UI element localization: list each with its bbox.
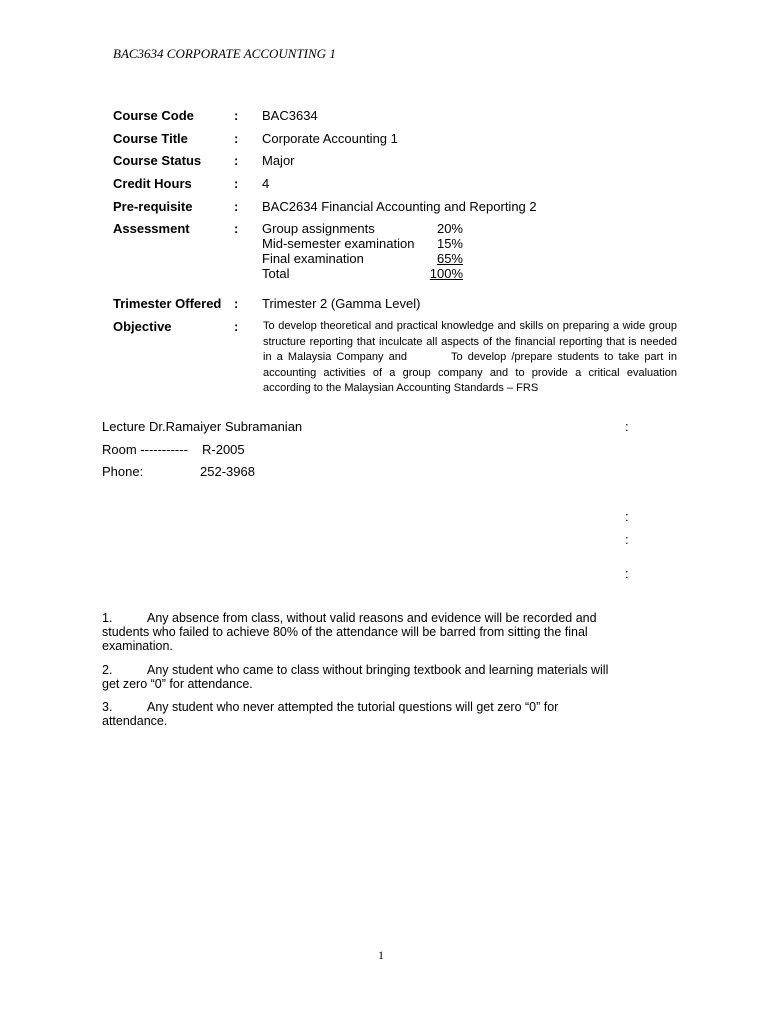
rule-number: 1.: [102, 611, 113, 625]
document-header: BAC3634 CORPORATE ACCOUNTING 1: [113, 46, 336, 61]
colon-separator: :: [234, 108, 239, 123]
assessment-item-percent: 20%: [436, 221, 463, 236]
lecturer-name: Lecture Dr.Ramaiyer Subramanian: [102, 419, 303, 434]
credit-hours-label: Credit Hours: [113, 176, 192, 191]
colon-marker: :: [625, 566, 629, 581]
rule-text: Any absence from class, without valid reasons and evidence will be recorded and students who failed to achieve 80% of the attendance will be barred from sitting the final examination.: [102, 611, 597, 653]
colon-marker: :: [625, 509, 629, 524]
page-number: 1: [378, 948, 384, 962]
course-title-value: Corporate Accounting 1: [262, 131, 398, 146]
course-status-label: Course Status: [113, 153, 202, 168]
colon-separator: :: [234, 221, 239, 236]
phone-label: Phone:: [102, 464, 144, 479]
rule-number: 3.: [102, 700, 113, 714]
assessment-item-name: Mid-semester examination: [262, 236, 415, 251]
colon-separator: :: [234, 319, 239, 334]
room-label: Room -----------: [102, 442, 188, 457]
assessment-item-name: Group assignments: [262, 221, 375, 236]
assessment-item-percent: 65%: [436, 251, 463, 266]
rule-text: Any student who never attempted the tutorial questions will get zero “0” for attendance.: [102, 700, 559, 728]
objective-label: Objective: [113, 319, 172, 334]
course-title-label: Course Title: [113, 131, 188, 146]
credit-hours-value: 4: [262, 176, 270, 191]
colon-separator: :: [234, 199, 239, 214]
rule-number: 2.: [102, 663, 113, 677]
objective-part-1: To develop theoretical and practical knowledge and skills on preparing a wide group structure reporting that inculcate all aspects of the financial reporting that is needed in a Malaysia Company and: [263, 320, 677, 364]
colon-marker: :: [625, 532, 629, 547]
rule-text: Any student who came to class without bringing textbook and learning materials will get zero “0” for attendance.: [102, 663, 609, 691]
objective-part-2: To develop /prepare students to take part in accounting activities of a group company and to provide a critical evaluation according to the Malaysian Accounting Standards – FRS: [263, 351, 677, 395]
room-value: R-2005: [202, 442, 245, 457]
trimester-label: Trimester Offered: [113, 296, 222, 311]
phone-value: 252-3968: [200, 464, 255, 479]
objective-text: [263, 319, 677, 397]
attendance-rule: [102, 700, 610, 728]
course-code-label: Course Code: [113, 108, 194, 123]
assessment-total-name: Total: [262, 266, 290, 281]
trimester-value: Trimester 2 (Gamma Level): [262, 296, 421, 311]
course-code-value: BAC3634: [262, 108, 318, 123]
assessment-item-name: Final examination: [262, 251, 364, 266]
colon-separator: :: [234, 176, 239, 191]
prerequisite-value: BAC2634 Financial Accounting and Reporting 2: [262, 199, 537, 214]
attendance-rule: [102, 663, 610, 691]
colon-separator: :: [234, 153, 239, 168]
colon-marker: :: [625, 419, 629, 434]
colon-separator: :: [234, 131, 239, 146]
assessment-total-percent: 100%: [429, 266, 463, 281]
colon-separator: :: [234, 296, 239, 311]
assessment-label: Assessment: [113, 221, 190, 236]
prerequisite-label: Pre-requisite: [113, 199, 193, 214]
course-status-value: Major: [262, 153, 295, 168]
assessment-item-percent: 15%: [436, 236, 463, 251]
attendance-rule: [102, 611, 610, 653]
